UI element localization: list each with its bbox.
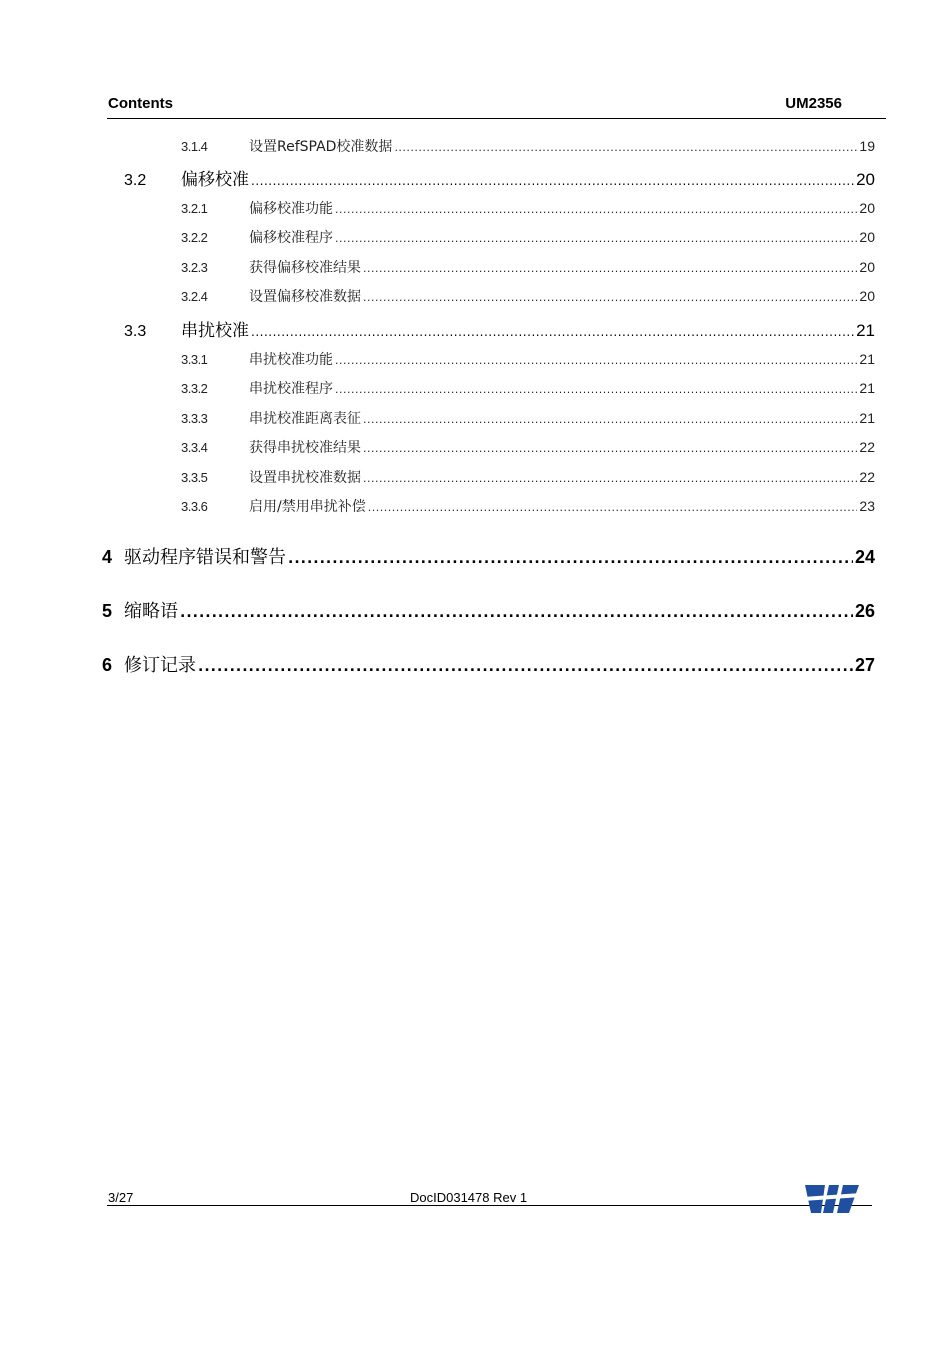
toc-entry[interactable] (0, 437, 875, 457)
toc-entry-title: 串扰校准 (181, 321, 249, 341)
toc-entry-page: 21 (859, 380, 875, 396)
toc-entry-number: 3.1.4 (181, 139, 208, 154)
toc-entry-title: 偏移校准 (181, 170, 249, 190)
toc-entry-page: 20 (859, 288, 875, 304)
toc-entry-page: 22 (859, 469, 875, 485)
toc-entry[interactable] (0, 136, 875, 156)
toc-leader-dots (363, 442, 857, 455)
toc-entry-number: 3.3.6 (181, 499, 208, 514)
toc-entry-number: 3.2.2 (181, 230, 208, 245)
toc-entry-number: 3.3.5 (181, 470, 208, 485)
toc-leader-dots (394, 141, 857, 154)
toc-entry-title: 串扰校准程序 (249, 381, 333, 397)
toc-entry-page: 21 (859, 410, 875, 426)
header-section-title: Contents (108, 95, 173, 112)
toc-entry-page: 24 (854, 547, 875, 567)
toc-entry-page: 20 (859, 200, 875, 216)
toc-leader-dots (288, 551, 853, 567)
toc-entry[interactable] (0, 286, 875, 306)
toc-entry-number: 3.3 (124, 323, 147, 340)
toc-leader-dots (335, 203, 857, 216)
toc-entry-title: 偏移校准程序 (249, 230, 333, 246)
toc-leader-dots (251, 174, 854, 188)
toc-entry[interactable] (0, 597, 875, 623)
toc-leader-dots (363, 291, 857, 304)
toc-entry[interactable] (0, 467, 875, 487)
toc-entry-number: 6 (102, 655, 113, 675)
toc-entry-page: 20 (859, 259, 875, 275)
toc-entry[interactable] (0, 651, 875, 677)
toc-entry-number: 3.3.1 (181, 352, 208, 367)
toc-entry-number: 5 (102, 601, 113, 621)
toc-entry-title: 串扰校准功能 (249, 352, 333, 368)
footer-page-number: 3/27 (108, 1190, 134, 1205)
toc-entry-title: 驱动程序错误和警告 (124, 547, 286, 568)
toc-entry-number: 3.2.4 (181, 289, 208, 304)
toc-entry-page: 23 (859, 498, 875, 514)
toc-entry-page: 20 (856, 170, 875, 189)
toc-entry-title: 设置串扰校准数据 (249, 470, 361, 486)
header-divider (107, 118, 886, 119)
header-doc-code: UM2356 (785, 95, 842, 112)
toc-leader-dots (363, 472, 857, 485)
toc-entry[interactable] (0, 257, 875, 277)
toc-leader-dots (368, 501, 858, 514)
toc-entry[interactable] (0, 543, 875, 569)
toc-leader-dots (363, 262, 857, 275)
toc-entry-title: 启用/禁用串扰补偿 (249, 499, 366, 515)
toc-entry-page: 26 (854, 601, 875, 621)
toc-entry-title: 获得偏移校准结果 (249, 260, 361, 276)
toc-entry-title: 获得串扰校准结果 (249, 440, 361, 456)
toc-entry[interactable] (0, 496, 875, 516)
toc-entry-number: 4 (102, 547, 113, 567)
toc-leader-dots (335, 383, 857, 396)
toc-entry-page: 21 (856, 321, 875, 340)
company-logo-icon (803, 1183, 861, 1215)
toc-entry[interactable] (0, 198, 875, 218)
toc-entry-number: 3.2 (124, 172, 147, 189)
toc-entry[interactable] (0, 378, 875, 398)
footer-doc-id: DocID031478 Rev 1 (410, 1190, 528, 1205)
toc-entry-title: 偏移校准功能 (249, 201, 333, 217)
toc-entry-number: 3.2.3 (181, 260, 208, 275)
toc-entry-page: 22 (859, 439, 875, 455)
toc-entry-title: 修订记录 (124, 655, 196, 676)
toc-leader-dots (335, 354, 857, 367)
toc-entry-title: 设置RefSPAD校准数据 (249, 139, 393, 155)
toc-leader-dots (198, 659, 853, 675)
toc-leader-dots (251, 325, 854, 339)
toc-entry[interactable] (0, 408, 875, 428)
footer-divider (107, 1205, 872, 1206)
toc-entry-page: 19 (859, 138, 875, 154)
toc-leader-dots (363, 413, 857, 426)
toc-entry-number: 3.3.4 (181, 440, 208, 455)
toc-leader-dots (180, 605, 853, 621)
toc-leader-dots (335, 232, 857, 245)
toc-entry[interactable] (0, 316, 875, 341)
toc-entry-number: 3.3.3 (181, 411, 208, 426)
toc-entry-number: 3.2.1 (181, 201, 208, 216)
toc-entry-page: 21 (859, 351, 875, 367)
toc-entry[interactable] (0, 349, 875, 369)
toc-entry-title: 缩略语 (124, 601, 178, 622)
toc-entry[interactable] (0, 165, 875, 190)
toc-entry-title: 设置偏移校准数据 (249, 289, 361, 305)
toc-entry-number: 3.3.2 (181, 381, 208, 396)
toc-entry-title: 串扰校准距离表征 (249, 411, 361, 427)
toc-entry-page: 27 (854, 655, 875, 675)
toc-entry[interactable] (0, 227, 875, 247)
toc-entry-page: 20 (859, 229, 875, 245)
